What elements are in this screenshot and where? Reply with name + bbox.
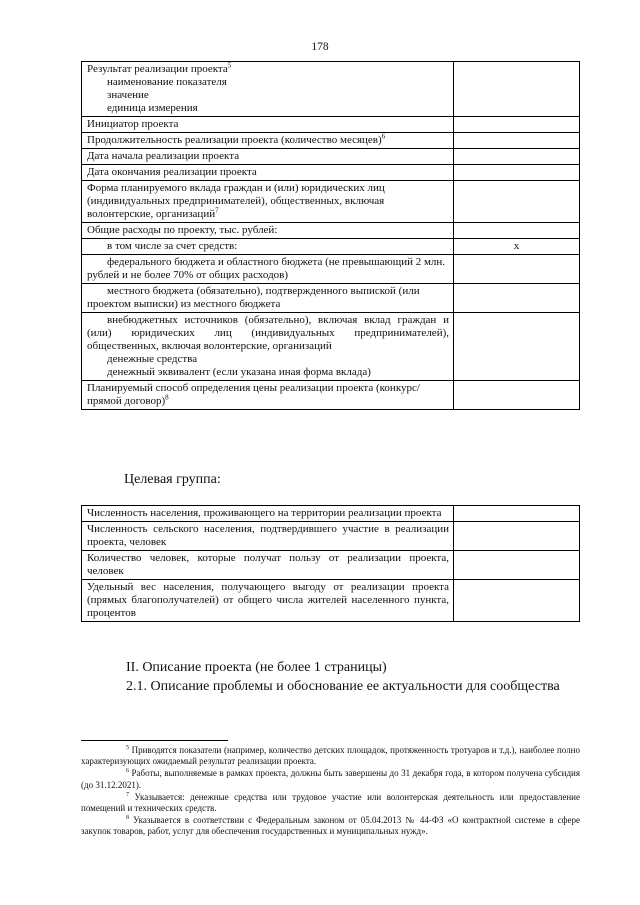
row-value-cell[interactable] [454,381,580,410]
cell-line [87,134,449,147]
cell-line [87,89,449,102]
cell-line [87,102,449,115]
table-row [82,117,580,133]
footnote-number: 5 [126,745,129,751]
table-row [82,133,580,149]
table-row [82,284,580,313]
footnote-number: 7 [126,791,129,798]
target-group-table [81,505,580,622]
cell-line [87,182,449,221]
line-text: внебюджетных источников (обязательно), включая вклад граждан и (или) юридических лиц (индивидуальных предпринимателей), общественных, включая волонтерские, организаций [87,314,449,352]
row-label [82,117,454,133]
line-text: денежные средства [107,353,198,365]
row-value-cell[interactable] [454,117,580,133]
table-row [82,149,580,165]
footnote [81,792,580,814]
footnote [81,815,580,837]
row-label [82,165,454,181]
line-text: в том числе за счет средств: [107,240,238,252]
footnote [81,768,580,790]
table-row [82,223,580,239]
line-text: Численность населения, проживающего на территории реализации проекта [87,507,442,519]
footnote-marker: 5 [227,61,232,70]
line-text: Инициатор проекта [87,118,179,130]
row-label [82,62,454,117]
footnote [81,745,580,767]
line-text: денежный эквивалент (если указана иная форма вклада) [107,366,371,378]
table-row [82,551,580,580]
footnote-number: 8 [126,815,129,822]
line-text: значение [107,89,149,101]
line-text: Продолжительность реализации проекта (количество месяцев) [87,134,382,146]
line-text: Количество человек, которые получат пользу от реализации проекта, человек [87,552,449,577]
line-text: Общие расходы по проекту, тыс. рублей: [87,224,278,236]
cell-line [87,240,449,253]
row-label [82,133,454,149]
row-label [82,239,454,255]
cell-line [87,581,449,620]
table-row [82,313,580,381]
project-info-table [81,61,580,410]
line-text: наименование показателя [107,76,227,88]
table-row [82,580,580,622]
row-label [82,255,454,284]
row-value-cell[interactable] [454,522,580,551]
footnote-text: Работы, выполняемые в рамках проекта, должны быть завершены до 31 декабря года, в котором получена субсидия (до 31.12.2021). [81,768,580,790]
cell-line [87,166,449,179]
footnote-text: Приводятся показатели (например, количество детских площадок, протяженность тротуаров и т.д.), наиболее полно характеризующих ожидаемый результат реализации проекта. [81,745,580,767]
row-label [82,181,454,223]
table-row [82,255,580,284]
line-text: Дата начала реализации проекта [87,150,240,162]
line-text: Численность сельского населения, подтвердившего участие в реализации проекта, человек [87,523,449,548]
line-text: Планируемый способ определения цены реализации проекта (конкурс/ прямой договор) [87,382,420,407]
row-label [82,551,454,580]
table-row [82,181,580,223]
row-label [82,381,454,410]
table-row [82,239,580,255]
row-value-cell[interactable] [454,506,580,522]
table-row [82,62,580,117]
row-value-cell[interactable]: x [454,239,580,255]
cell-line [87,256,449,282]
table-row [82,381,580,410]
footnote-marker: 8 [165,393,169,402]
line-text: Дата окончания реализации проекта [87,166,257,178]
line-text: Результат реализации проекта [87,63,228,75]
cell-line [87,63,449,76]
row-label [82,223,454,239]
cell-line [87,285,449,311]
row-value-cell[interactable] [454,313,580,381]
row-value-cell[interactable] [454,255,580,284]
row-label [82,506,454,522]
table-row [82,506,580,522]
footnote-marker: 6 [381,132,386,141]
table-row [82,522,580,551]
target-group-heading: Целевая группа: [124,472,221,487]
line-text: Форма планируемого вклада граждан и (или) юридических лиц (индивидуальных предпринимателей), общественных, включая волонтерские, организаций [87,182,385,220]
row-value-cell[interactable] [454,165,580,181]
footnote-divider [81,740,228,741]
footnote-marker: 7 [215,206,219,215]
row-label [82,284,454,313]
cell-line [87,314,449,353]
line-text: единица измерения [107,102,198,114]
row-value-cell[interactable] [454,62,580,117]
footnote-text: Указывается в соответствии с Федеральным законом от 05.04.2013 № 44-ФЗ «О контрактной системе в сфере закупок товаров, работ, услуг для обеспечения государственных и муниципальных нужд». [81,815,580,837]
row-value-cell[interactable] [454,223,580,239]
cell-line [87,353,449,366]
section-2-1-text: 2.1. Описание проблемы и обоснование ее актуальности для сообщества [126,679,560,694]
cell-line [87,382,449,408]
row-value-cell[interactable] [454,551,580,580]
cell-line [87,523,449,549]
page-number: 178 [311,41,329,53]
footnote-text: Указывается: денежные средства или трудовое участие или волонтерская деятельность или предоставление помещений и технических средств. [81,791,580,814]
line-text: Удельный вес населения, получающего выгоду от реализации проекта (прямых благополучателей) от общего числа жителей населенного пункта, процентов [87,581,449,619]
row-value-cell[interactable] [454,149,580,165]
row-value-cell[interactable] [454,133,580,149]
line-text: федерального бюджета и областного бюджета (не превышающий 2 млн. рублей и не более 70% от общих расходов) [87,256,446,281]
row-label [82,149,454,165]
row-label [82,313,454,381]
footnotes [81,745,580,839]
line-text: местного бюджета (обязательно), подтвержденного выпиской (или проектом выписки) из местного бюджета [87,285,420,310]
row-label [82,580,454,622]
table-row [82,165,580,181]
cell-line [87,118,449,131]
row-label [82,522,454,551]
cell-line [87,76,449,89]
footnote-number: 6 [126,768,129,775]
row-value-cell[interactable] [454,580,580,622]
cell-line [87,552,449,578]
cell-line [87,224,449,237]
cell-line [87,150,449,163]
section-2-heading: II. Описание проекта (не более 1 страницы) [126,660,387,675]
row-value-cell[interactable] [454,181,580,223]
cell-line [87,507,449,520]
row-value-cell[interactable] [454,284,580,313]
cell-line [87,366,449,379]
